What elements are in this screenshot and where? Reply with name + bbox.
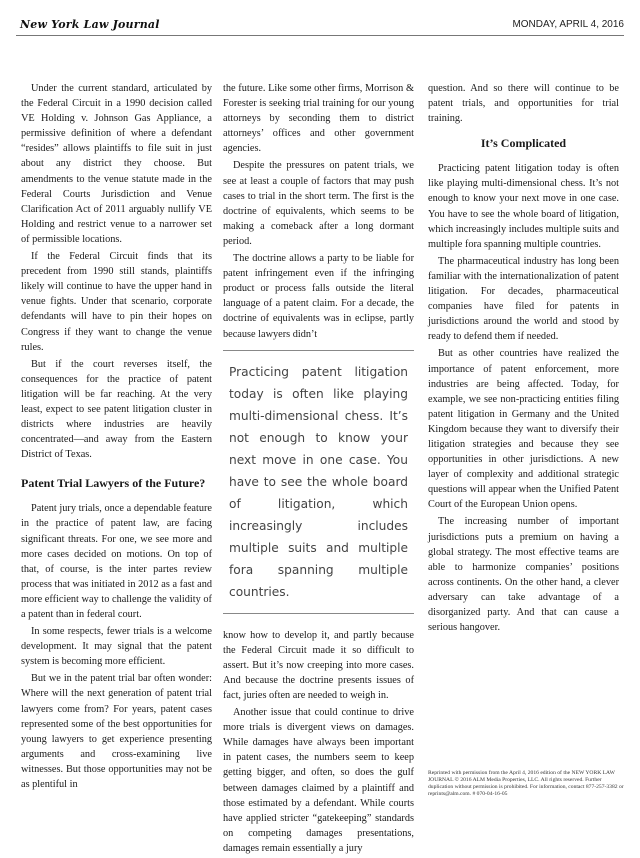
paragraph: The doctrine allows a party to be liable for patent infringement even if the infringing product or process falls outside the literal language of a patent claim. For a decade, the doctrine of equivalents was in eclipse, partly because lawyers didn’t (223, 253, 414, 340)
paragraph: The pharmaceutical industry has long been familiar with the internationalization of patent litigation. For decades, pharmaceutical companies have filed for patents in jurisdictions around the world and stood by ready to defend them if needed. (428, 255, 619, 343)
paragraph: Despite the pressures on patent trials, we see at least a couple of factors that may push cases to trial in the short term. The first is the doctrine of equivalents, which seems to be making a comeback after a long dormant period. (223, 160, 414, 247)
paragraph: But if the court reverses itself, the consequences for the practice of patent litigation will be far reaching. At the very least, expect to see patent litigation cluster in districts where industries are heavily concentrated—and away from the Eastern District of Texas. (21, 358, 212, 461)
date-line: MONDAY, APRIL 4, 2016 (512, 19, 624, 30)
article-column-2 (223, 81, 414, 858)
paragraph: question. And so there will continue to be patent trials, and opportunities for trial training. (428, 83, 619, 125)
masthead: New York Law Journal (20, 18, 160, 31)
header-rule (16, 35, 624, 36)
paragraph: Patent jury trials, once a dependable feature in the practice of patent law, are facing significant threats. For one, we see more and more cases decided on motions. On top of that, of course, is the inter partes review process that was initiated in 2012 as a fast and more efficient way to challenge the validity of a patent than in federal court. (21, 503, 212, 620)
paragraph: In some respects, fewer trials is a welcome development. It may signal that the patent system is becoming more efficient. (21, 626, 212, 668)
paragraph: Under the current standard, articulated by the Federal Circuit in a 1990 decision called VE Holding v. Johnson Gas Appliance, a permissive definition of where a defendant “resides” allows plaintiffs to file suit in just about any district they choose. But amendments to the venue statute made in the Federal Courts Jurisdiction and Venue Clarification Act of 2011 arguably nullify VE Holding and restrict venue to a narrower set of permissible locations. (21, 83, 212, 245)
paragraph: But as other countries have realized the importance of patent enforcement, more industries are being affected. Today, for example, we see non-practicing entities filing patent litigation in Germany and the United Kingdom because they want to diversify their litigation strategies and because they see opportunities in other jurisdictions. A new layer of complexity and additional strategic questions will appear when the Unified Patent Court of the European Union opens. (428, 348, 619, 511)
paragraph: But we in the patent trial bar often wonder: Where will the next generation of patent trial lawyers come from? For years, patent cases represented some of the best opportunities for young lawyers to get experience presenting arguments and cross-examining live witnesses. But those opportunities may not be as plentiful in (21, 673, 212, 791)
pull-quote: Practicing patent litigation today is often like playing multi-dimensional chess. It’s not enough to know your next move in one case. You have to see the whole board of litigation, which increasingly includes multiple suits and multiple fora spanning multiple countries. (223, 350, 414, 614)
article-column-3 (428, 81, 619, 637)
reprint-notice: Reprinted with permission from the April 4, 2016 edition of the NEW YORK LAW JOURNAL © 2016 ALM Media Properties, LLC. All rights reserved. Further duplication without permission is prohibited. For information, contact 877-257-3382 or reprints@alm.com. # 070-04-16-05 (428, 770, 624, 797)
paragraph: If the Federal Circuit finds that its precedent from 1990 still stands, plaintiffs likely will continue to have the upper hand in venue fights. Under that scenario, corporate defendants will have to pin their hopes on Congress if they want to change the venue rules. (21, 251, 212, 353)
article-column-1 (21, 81, 212, 794)
paragraph: Another issue that could continue to drive more trials is divergent views on damages. While damages have always been important in patent cases, the numbers seem to keep getting bigger, and often, so does the gulf between damages claimed by a plaintiff and those estimated by a defendant. While courts have applied stricter “gatekeeping” standards on competing damages presentations, damages remain essentially a jury (223, 707, 414, 854)
paragraph: The increasing number of important jurisdictions puts a premium on having a global strategy. The most effective teams are able to harmonize companies’ positions across continents. On the other hand, a clever adversary can take advantage of a disorganized party. And that can cause a serious hangover. (428, 516, 619, 634)
paragraph: Practicing patent litigation today is often like playing multi-dimensional chess. It’s not enough to know your next move in one case. You have to see the whole board of litigation, which increasingly includes multiple suits and multiple fora spanning multiple countries. (428, 163, 619, 250)
section-heading: It’s Complicated (480, 136, 567, 151)
section-heading: Patent Trial Lawyers of the Future? (21, 476, 206, 491)
paragraph: know how to develop it, and partly because the Federal Circuit made it so difficult to assert. But it’s now creeping into more cases. And because the doctrine presents issues of fact, juries often are needed to weigh in. (223, 629, 414, 701)
paragraph: the future. Like some other firms, Morrison & Forester is seeking trial training for our young attorneys by seconding them to district attorneys’ offices and other government agencies. (223, 83, 414, 155)
